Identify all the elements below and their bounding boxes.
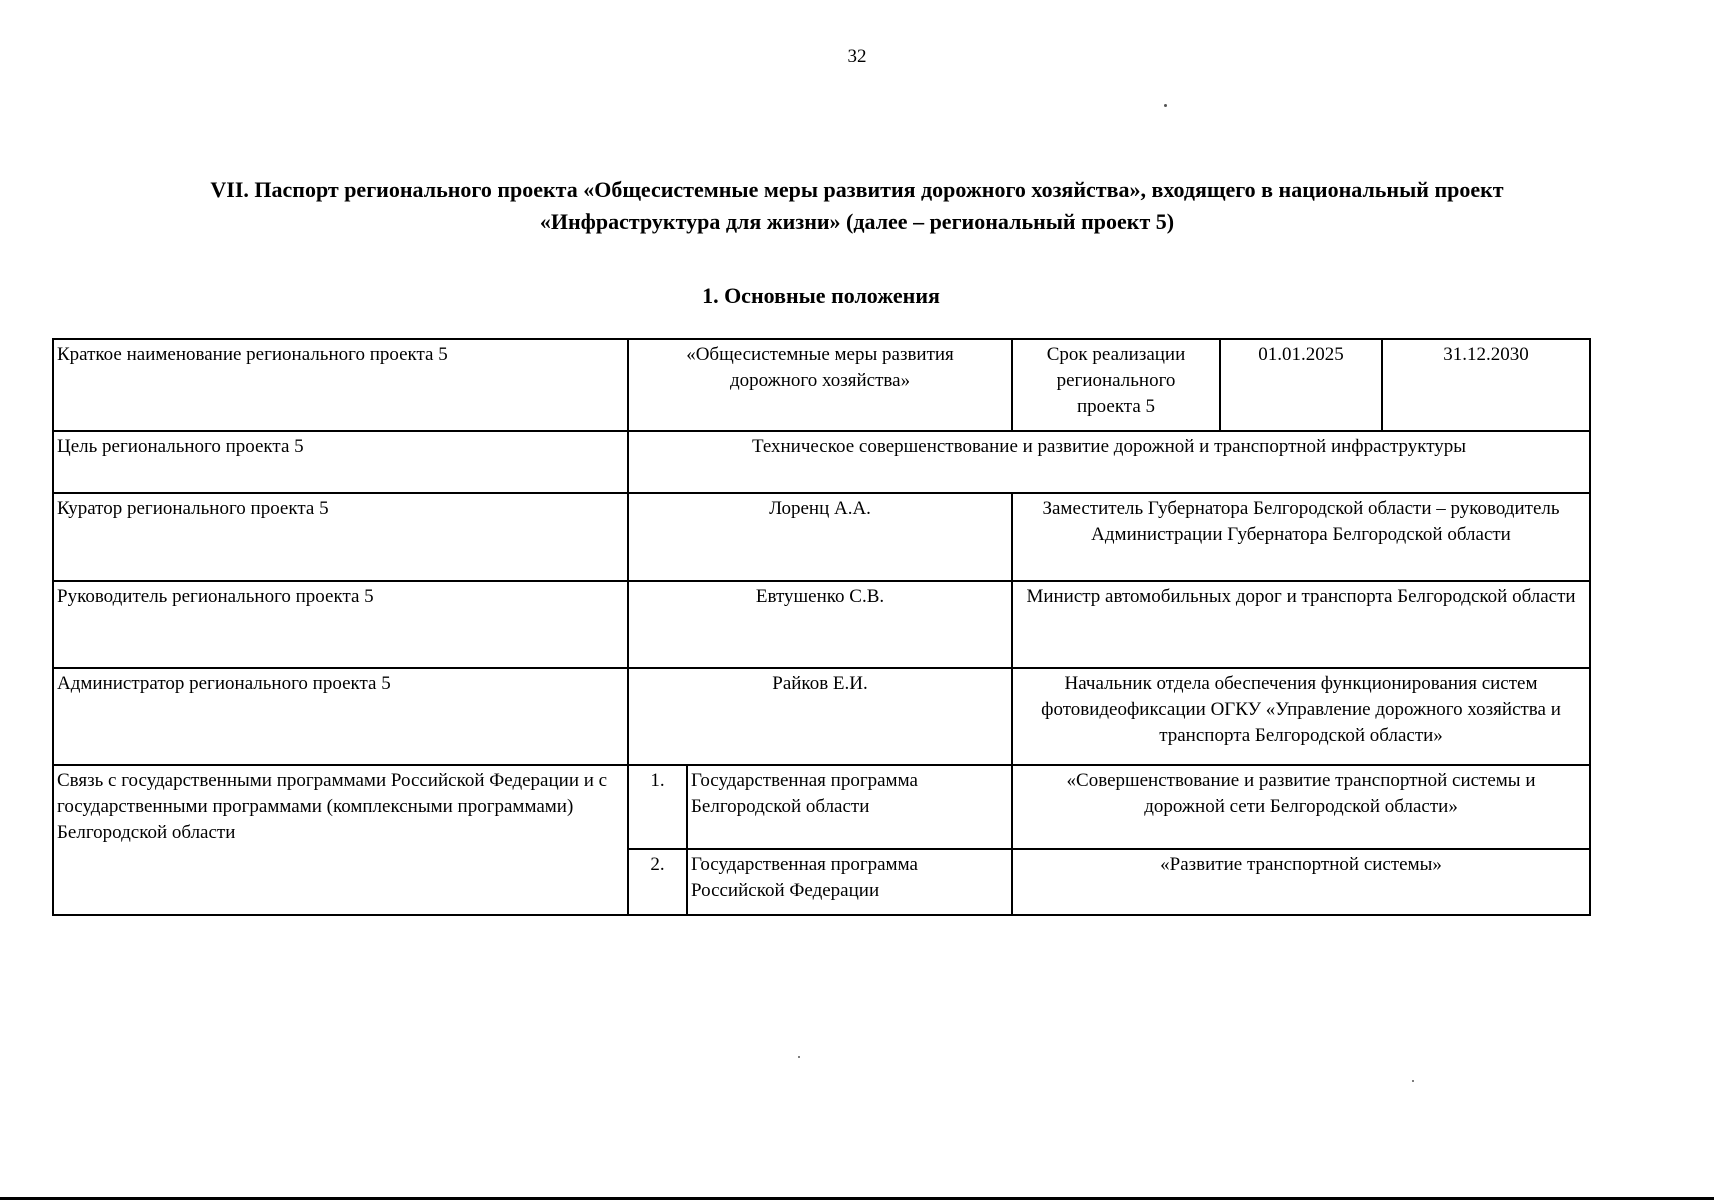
- scan-speck: [1164, 104, 1167, 107]
- head-name: Евтушенко С.В.: [628, 581, 1012, 668]
- goal-label: Цель регионального проекта 5: [53, 431, 628, 493]
- curator-position: Заместитель Губернатора Белгородской области – руководитель Администрации Губернатора Белгородской области: [1012, 493, 1590, 581]
- table-row-administrator: [53, 668, 1590, 765]
- project-passport-table: [52, 338, 1591, 916]
- program-1-name: «Совершенствование и развитие транспортной системы и дорожной сети Белгородской области»: [1012, 765, 1590, 849]
- program-2-number: 2.: [628, 849, 687, 915]
- administrator-name: Райков Е.И.: [628, 668, 1012, 765]
- curator-label: Куратор регионального проекта 5: [53, 493, 628, 581]
- short-name-value: «Общесистемные меры развития дорожного хозяйства»: [628, 339, 1012, 431]
- curator-name: Лоренц А.А.: [628, 493, 1012, 581]
- administrator-position: Начальник отдела обеспечения функционирования систем фотовидеофиксации ОГКУ «Управление дорожного хозяйства и транспорта Белгородской области»: [1012, 668, 1590, 765]
- head-label: Руководитель регионального проекта 5: [53, 581, 628, 668]
- scan-speck: [1412, 1080, 1414, 1082]
- section-heading: 1. Основные положения: [702, 283, 940, 308]
- scan-speck: [798, 1056, 800, 1058]
- start-date: 01.01.2025: [1220, 339, 1382, 431]
- table-row-program-1: [53, 765, 1590, 849]
- table-row-short-name: [53, 339, 1590, 431]
- document-title-line-2: «Инфраструктура для жизни» (далее – региональный проект 5): [539, 209, 1175, 234]
- table-row-head: [53, 581, 1590, 668]
- program-1-number: 1.: [628, 765, 687, 849]
- document-title-line-1: VII. Паспорт регионального проекта «Общесистемные меры развития дорожного хозяйства», входящего в национальный проект: [210, 177, 1504, 202]
- table-row-curator: [53, 493, 1590, 581]
- goal-value: Техническое совершенствование и развитие дорожной и транспортной инфраструктуры: [628, 431, 1590, 493]
- administrator-label: Администратор регионального проекта 5: [53, 668, 628, 765]
- table-row-goal: [53, 431, 1590, 493]
- program-1-type: Государственная программа Белгородской области: [687, 765, 1012, 849]
- document-title: [60, 174, 1654, 238]
- program-2-type: Государственная программа Российской Федерации: [687, 849, 1012, 915]
- programs-label: Связь с государственными программами Российской Федерации и с государственными программами (комплексными программами) Белгородской области: [53, 765, 628, 915]
- short-name-label: Краткое наименование регионального проекта 5: [53, 339, 628, 431]
- implementation-period-label: Срок реализации регионального проекта 5: [1012, 339, 1220, 431]
- end-date: 31.12.2030: [1382, 339, 1590, 431]
- page-number: 32: [847, 46, 867, 67]
- head-position: Министр автомобильных дорог и транспорта Белгородской области: [1012, 581, 1590, 668]
- program-2-name: «Развитие транспортной системы»: [1012, 849, 1590, 915]
